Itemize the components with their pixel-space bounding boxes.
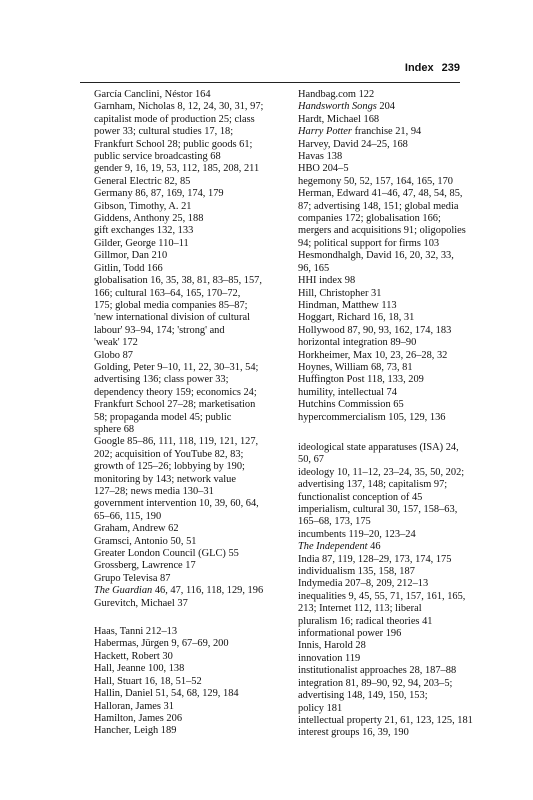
index-line: hegemony 50, 52, 157, 164, 165, 170 [298,175,453,187]
index-line: incumbents 119–20, 123–24 [298,528,416,540]
index-line: Hall, Stuart 16, 18, 51–52 [94,675,202,687]
index-line: The Guardian 46, 47, 116, 118, 129, 196 [94,585,264,597]
left-column [80,89,276,738]
index-line: companies 172; globalisation 166; [298,213,441,225]
section-title: Index [404,62,434,74]
index-line: Gillmor, Dan 210 [94,250,168,262]
index-line: Huffington Post 118, 133, 209 [298,374,424,386]
index-line: Gurevitch, Michael 37 [94,597,188,609]
index-line: ideology 10, 11–12, 23–24, 35, 50, 202; [298,466,465,478]
index-line: 166; cultural 163–64, 165, 170–72, [94,287,241,299]
index-line: Graham, Andrew 62 [94,523,179,535]
index-line: Gramsci, Antonio 50, 51 [94,535,197,547]
index-line: advertising 136; class power 33; [94,374,229,386]
index-line: Herman, Edward 41–46, 47, 48, 54, 85, [298,188,463,200]
index-line: 'new international division of cultural [94,312,250,324]
left-block-g [80,89,276,610]
index-line: Hancher, Leigh 189 [94,725,177,737]
index-line: Indymedia 207–8, 209, 212–13 [298,578,429,590]
index-line: Hesmondhalgh, David 16, 20, 32, 33, [298,250,454,262]
index-line: The Independent 46 [298,541,381,553]
index-line: 96, 165 [298,262,330,274]
index-line: capitalist mode of production 25; class [94,113,255,125]
index-line: Handsworth Songs 204 [298,101,395,113]
index-line: innovation 119 [298,652,361,664]
index-line: humility, intellectual 74 [298,386,397,398]
index-line: Hoggart, Richard 16, 18, 31 [298,312,415,324]
index-line: Harry Potter franchise 21, 94 [298,126,422,138]
index-line: integration 81, 89–90, 92, 94, 203–5; [298,677,453,689]
index-line: 165–68, 173, 175 [298,516,371,528]
index-line: functionalist conception of 45 [298,491,423,503]
index-line: inequalities 9, 45, 55, 71, 157, 161, 165, [298,590,466,602]
index-line: India 87, 119, 128–29, 173, 174, 175 [298,553,452,565]
index-line: Gitlin, Todd 166 [94,262,163,274]
index-line: General Electric 82, 85 [94,175,191,187]
index-line: ideological state apparatuses (ISA) 24, [298,441,459,453]
index-line: imperialism, cultural 30, 157, 158–63, [298,504,458,515]
running-header [80,62,460,83]
index-line: 175; global media companies 85–87; [94,299,248,311]
index-line: labour' 93–94, 174; 'strong' and [94,324,225,336]
right-column [284,89,473,740]
index-line: Google 85–86, 111, 118, 119, 121, 127, [94,436,259,448]
index-line: HBO 204–5 [298,163,349,175]
index-line: Gibson, Timothy, A. 21 [94,200,192,212]
index-line: informational power 196 [298,628,402,640]
index-line: policy 181 [298,702,343,714]
index-line: dependency theory 159; economics 24; [94,386,257,398]
index-line: institutionalist approaches 28, 187–88 [298,665,457,677]
index-line: Havas 138 [298,151,343,163]
index-line: 87; advertising 148, 151; global media [298,200,459,212]
index-line: pluralism 16; radical theories 41 [298,615,433,627]
left-block-h [80,626,276,738]
index-line: sphere 68 [94,423,135,435]
index-line: power 33; cultural studies 17, 18; [94,126,234,138]
index-line: 202; acquisition of YouTube 82, 83; [94,448,244,460]
index-line: interest groups 16, 39, 190 [298,727,409,739]
index-line: Hutchins Commission 65 [298,399,404,411]
index-line: 'weak' 172 [94,337,138,349]
index-line: Hackett, Robert 30 [94,650,173,662]
index-line: monitoring by 143; network value [94,473,236,485]
index-line: Hardt, Michael 168 [298,113,380,125]
index-line: Greater London Council (GLC) 55 [94,548,239,560]
index-line: 58; propaganda model 45; public [94,411,232,423]
index-line: Haas, Tanni 212–13 [94,626,178,638]
index-line: 65–66, 115, 190 [94,510,162,522]
index-line: Grossberg, Lawrence 17 [94,560,196,572]
index-line: public service broadcasting 68 [94,151,221,163]
index-line: Hill, Christopher 31 [298,287,382,299]
index-line: Hoynes, William 68, 73, 81 [298,361,413,373]
index-line: Innis, Harold 28 [298,640,366,652]
page-number: 239 [441,62,460,74]
index-line: Hallin, Daniel 51, 54, 68, 129, 184 [94,688,239,700]
index-line: Frankfurt School 27–28; marketisation [94,399,256,411]
index-line: Hindman, Matthew 113 [298,299,397,311]
index-line: Hollywood 87, 90, 93, 162, 174, 183 [298,324,452,336]
section-gap [80,610,276,626]
index-line: gift exchanges 132, 133 [94,225,194,237]
section-gap [284,424,470,442]
index-line: Harvey, David 24–25, 168 [298,138,408,150]
index-line: HHI index 98 [298,275,356,287]
index-line: 50, 67 [298,454,324,466]
index-line: intellectual property 21, 61, 123, 125, 181 [298,714,473,726]
index-line: advertising 148, 149, 150, 153; [298,690,428,702]
index-line: 213; Internet 112, 113; liberal [298,603,422,615]
index-line: hypercommercialism 105, 129, 136 [298,411,446,423]
index-line: Halloran, James 31 [94,700,174,712]
index-line: globalisation 16, 35, 38, 81, 83–85, 157, [94,275,262,287]
index-line: Hamilton, James 206 [94,712,183,724]
right-block-i [284,441,473,740]
index-line: government intervention 10, 39, 60, 64, [94,498,259,510]
index-line: Gilder, George 110–11 [94,237,189,249]
index-line: Germany 86, 87, 169, 174, 179 [94,188,224,200]
index-line: Garnham, Nicholas 8, 12, 24, 30, 31, 97; [94,101,264,113]
index-line: growth of 125–26; lobbying by 190; [94,461,245,473]
index-line: Horkheimer, Max 10, 23, 26–28, 32 [298,349,448,361]
index-line: Giddens, Anthony 25, 188 [94,213,204,225]
index-line: Golding, Peter 9–10, 11, 22, 30–31, 54; [94,361,259,373]
index-line: individualism 135, 158, 187 [298,566,415,578]
right-block-h [284,89,470,424]
index-line: horizontal integration 89–90 [298,337,417,349]
index-line: Frankfurt School 28; public goods 61; [94,138,253,150]
index-line: Hall, Jeanne 100, 138 [94,663,185,675]
index-line: gender 9, 16, 19, 53, 112, 185, 208, 211 [94,163,260,175]
index-line: García Canclini, Néstor 164 [94,89,211,100]
index-line: Grupo Televisa 87 [94,572,171,584]
index-line: Globo 87 [94,349,133,361]
index-line: mergers and acquisitions 91; oligopolies [298,225,466,237]
index-line: advertising 137, 148; capitalism 97; [298,479,448,491]
index-line: 94; political support for firms 103 [298,237,440,249]
index-line: Handbag.com 122 [298,89,375,100]
index-line: Habermas, Jürgen 9, 67–69, 200 [94,638,229,650]
index-line: 127–28; news media 130–31 [94,486,214,497]
